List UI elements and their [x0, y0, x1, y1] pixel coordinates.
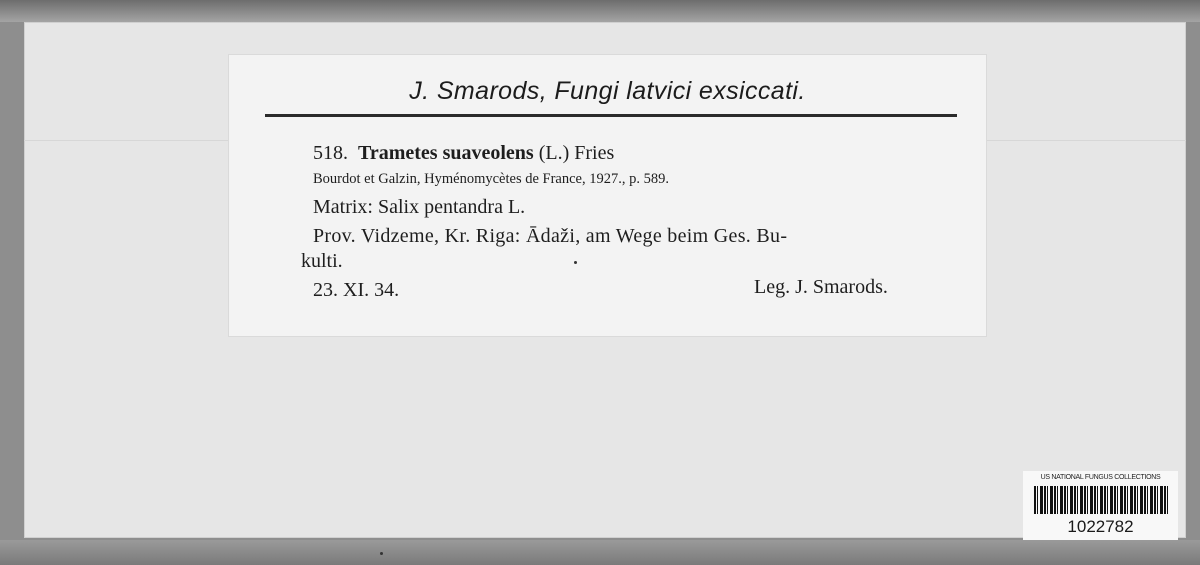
matrix-line: Matrix: Salix pentandra L.	[313, 196, 526, 218]
locality-line-continued: kulti.	[301, 250, 343, 272]
scan-bottom-edge	[0, 540, 1200, 565]
collector: Leg. J. Smarods.	[754, 276, 888, 298]
barcode-bars	[1034, 486, 1168, 514]
label-header: J. Smarods, Fungi latvici exsiccati.	[409, 77, 806, 105]
ink-speck	[380, 552, 383, 555]
species-line	[313, 142, 614, 165]
locality-line: Prov. Vidzeme, Kr. Riga: Ādaži, am Wege beim Ges. Bu-	[313, 225, 788, 247]
species-authority: (L.) Fries	[538, 142, 615, 164]
ink-speck	[574, 261, 577, 264]
specimen-number: 518.	[313, 142, 348, 164]
reference-line: Bourdot et Galzin, Hyménomycètes de France, 1927., p. 589.	[313, 171, 669, 187]
barcode-number: 1022782	[1067, 517, 1134, 536]
collection-date: 23. XI. 34.	[313, 279, 400, 301]
header-rule	[265, 114, 957, 117]
barcode-caption: US NATIONAL FUNGUS COLLECTIONS	[1040, 474, 1161, 481]
barcode-label	[1023, 471, 1178, 542]
scan-top-edge	[0, 0, 1200, 22]
species-name: Trametes suaveolens	[358, 142, 534, 164]
specimen-label	[229, 55, 986, 336]
